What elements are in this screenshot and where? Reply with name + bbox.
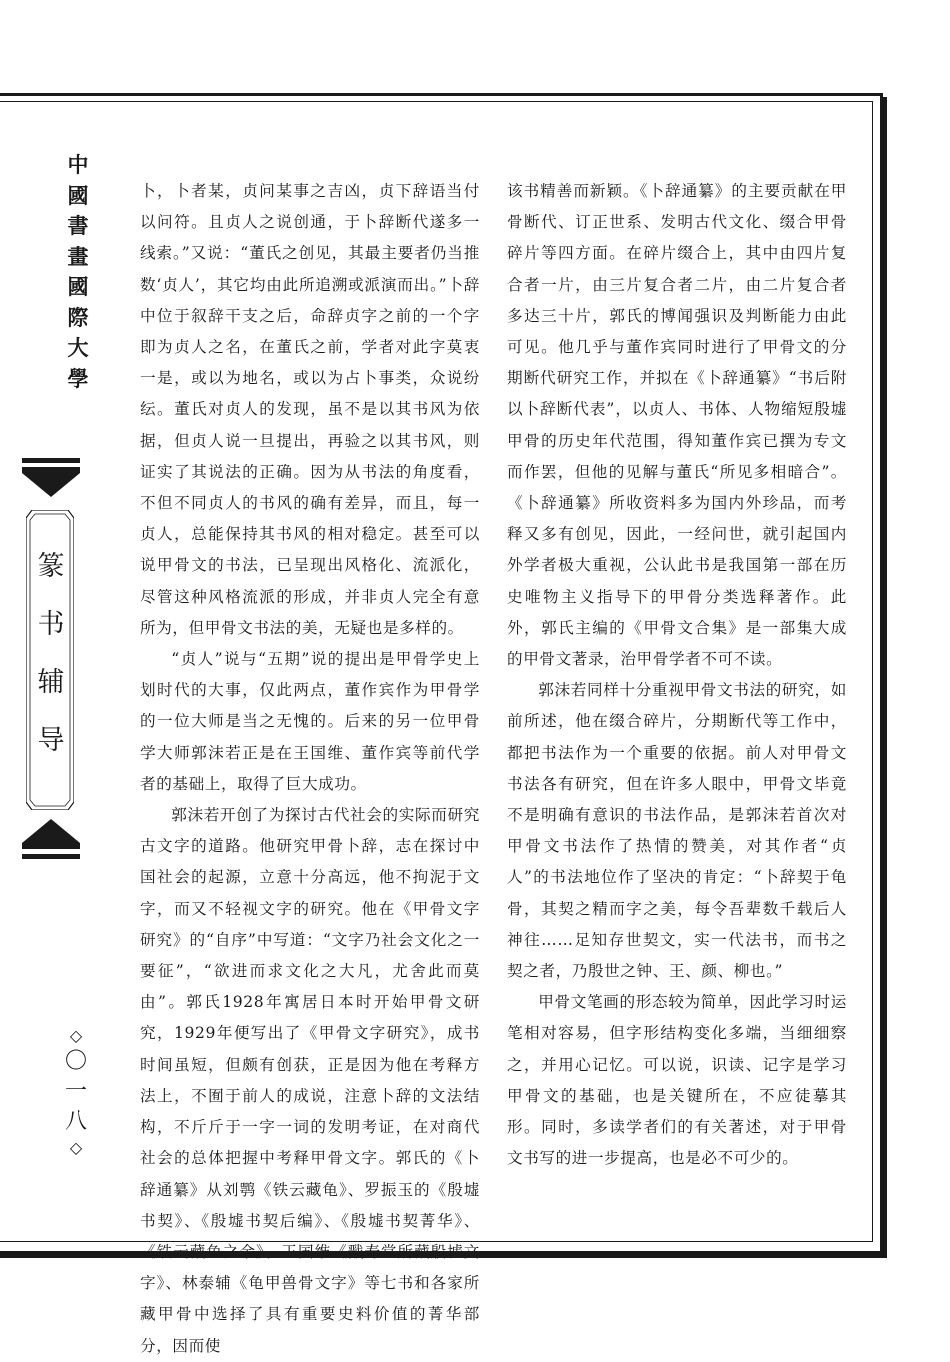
diamond-icon: ◇ [69,1026,83,1045]
school-name-char: 國 [67,182,89,208]
chapter-title-char: 辅 [37,667,65,698]
school-name-char: 大 [67,335,89,360]
chapter-title-char: 篆 [37,551,65,582]
top-rule [22,458,80,463]
text-column-left [140,176,480,1362]
paragraph: 郭沫若同样十分重视甲骨文书法的研究，如前所述，他在缀合碎片，分期断代等工作中，都把书法作为一个重要的依据。前人对甲骨文书法各有研究，但在许多人眼中，甲骨文毕竟不是明确有意识的书法作品，是郭沫若首次对甲骨文书法作了热情的赞美，对其作者“贞人”的书法地位作了坚决的肯定：“卜辞契于龟骨，其契之精而字之美，每令吾辈数千载后人神往……足知存世契文，实一代法书，而书之契之者，乃殷世之钟、王、颜、柳也。” [507,681,847,981]
bottom-ornament-icon [22,819,80,849]
school-name-char: 際 [67,304,89,330]
paragraph: 卜，卜者某，贞问某事之吉凶，贞下辞语当付以问符。且贞人之说创通，于卜辞断代遂多一线索。”又说：“董氏之创见，其最主要者仍当推数‘贞人’，其它均由此所追溯或派演而出。”卜辞中位于叙辞干支之后，命辞贞字之前的一个字即为贞人之名，在董氏之前，学者对此字莫衷一是，或以为地名，或以为占卜事类，众说纷纭。董氏对贞人的发现，虽不是以其书风为依据，但贞人说一旦提出，再验之以其书风，则证实了其说法的正确。因为从书法的角度看，不但不同贞人的书风的确有差异，而且，每一贞人，总能保持其书风的相对稳定。甚至可以说甲骨文的书法，已呈现出风格化、流派化，尽管这种风格流派的形成，并非贞人完全有意所为，但甲骨文书法的美，无疑也是多样的。 [140,182,480,637]
paragraph: “贞人”说与“五期”说的提出是甲骨学史上划时代的大事，仅此两点，董作宾作为甲骨学的一位大师是当之无愧的。后来的另一位甲骨学大师郭沫若正是在王国维、董作宾等前代学者的基础上，取得了巨大成功。 [140,650,480,793]
school-name-char: 學 [67,365,89,391]
chapter-title [22,538,80,770]
bottom-rule [22,854,80,859]
page-number-char: 一 [64,1079,87,1104]
paragraph: 郭沫若开创了为探讨古代社会的实际而研究古文字的道路。他研究甲骨卜辞，志在探讨中国社会的起源，立意十分高远，他不拘泥于文字，而又不轻视文字的研究。他在《甲骨文字研究》的“自序”中写道：“文字乃社会文化之一要征”，“欲进而求文化之大凡，尤舍此而莫由”。郭氏1928年寓居日本时开始甲骨文研究，1929年便写出了《甲骨文字研究》，成书时间虽短，但颇有创获，正是因为他在考释方法上，不囿于前人的成说，注意卜辞的文法结构，不斤斤于一字一词的发明考证，在对商代社会的总体把握中考释甲骨文字。郭氏的《卜辞通纂》从刘鹗《铁云藏龟》、罗振玉的《殷墟书契》、《殷墟书契后编》、《殷墟书契菁华》、《铁云藏龟之余》、王国维《戬寿堂所藏殷墟文字》、林泰辅《龟甲兽骨文字》等七书和各家所藏甲骨中选择了具有重要史料价值的菁华部分，因而使 [140,806,480,1355]
text-column-right [507,176,847,1175]
school-name-char: 書 [67,213,89,238]
page-number [56,1025,96,1159]
school-name-vertical [58,150,98,394]
diamond-icon: ◇ [69,1138,83,1157]
chapter-title-box [22,458,80,863]
chapter-title-char: 书 [37,609,65,640]
school-name-char: 畫 [67,243,89,269]
paragraph: 甲骨文笔画的形态较为简单，因此学习时运笔相对容易，但字形结构变化多端，当细细察之，并用心记忆。可以说，识读、记字是学习甲骨文的基础，也是关键所在，不应徒摹其形。同时，多读学者们的有关著述，对于甲骨文书写的进一步提高，也是必不可少的。 [507,993,847,1168]
chapter-title-char: 导 [37,725,65,756]
top-ornament-icon [22,467,80,497]
page-number-char: 〇 [64,1049,87,1074]
school-name-char: 國 [67,274,89,299]
school-name-char: 中 [67,152,89,177]
paragraph: 该书精善而新颖。《卜辞通纂》的主要贡献在甲骨断代、订正世系、发明古代文化、缀合甲骨碎片等四方面。在碎片缀合上，其中由四片复合者一片，由三片复合者二片，由二片复合者多达三十片，郭氏的博闻强识及判断能力由此可见。他几乎与董作宾同时进行了甲骨文的分期断代研究工作，并拟在《卜辞通纂》“书后附以卜辞断代表”，以贞人、书体、人物缩短殷墟甲骨的历史年代范围，得知董作宾已撰为专文而作罢，但他的见解与董氏“所见多相暗合”。《卜辞通纂》所收资料多为国内外珍品，而考释又多有创见，因此，一经问世，就引起国内外学者极大重视，公认此书是我国第一部在历史唯物主义指导下的甲骨分类选释著作。此外，郭氏主编的《甲骨文合集》是一部集大成的甲骨文著录，治甲骨学者不可不读。 [507,182,847,669]
page-number-char: 八 [64,1109,87,1134]
